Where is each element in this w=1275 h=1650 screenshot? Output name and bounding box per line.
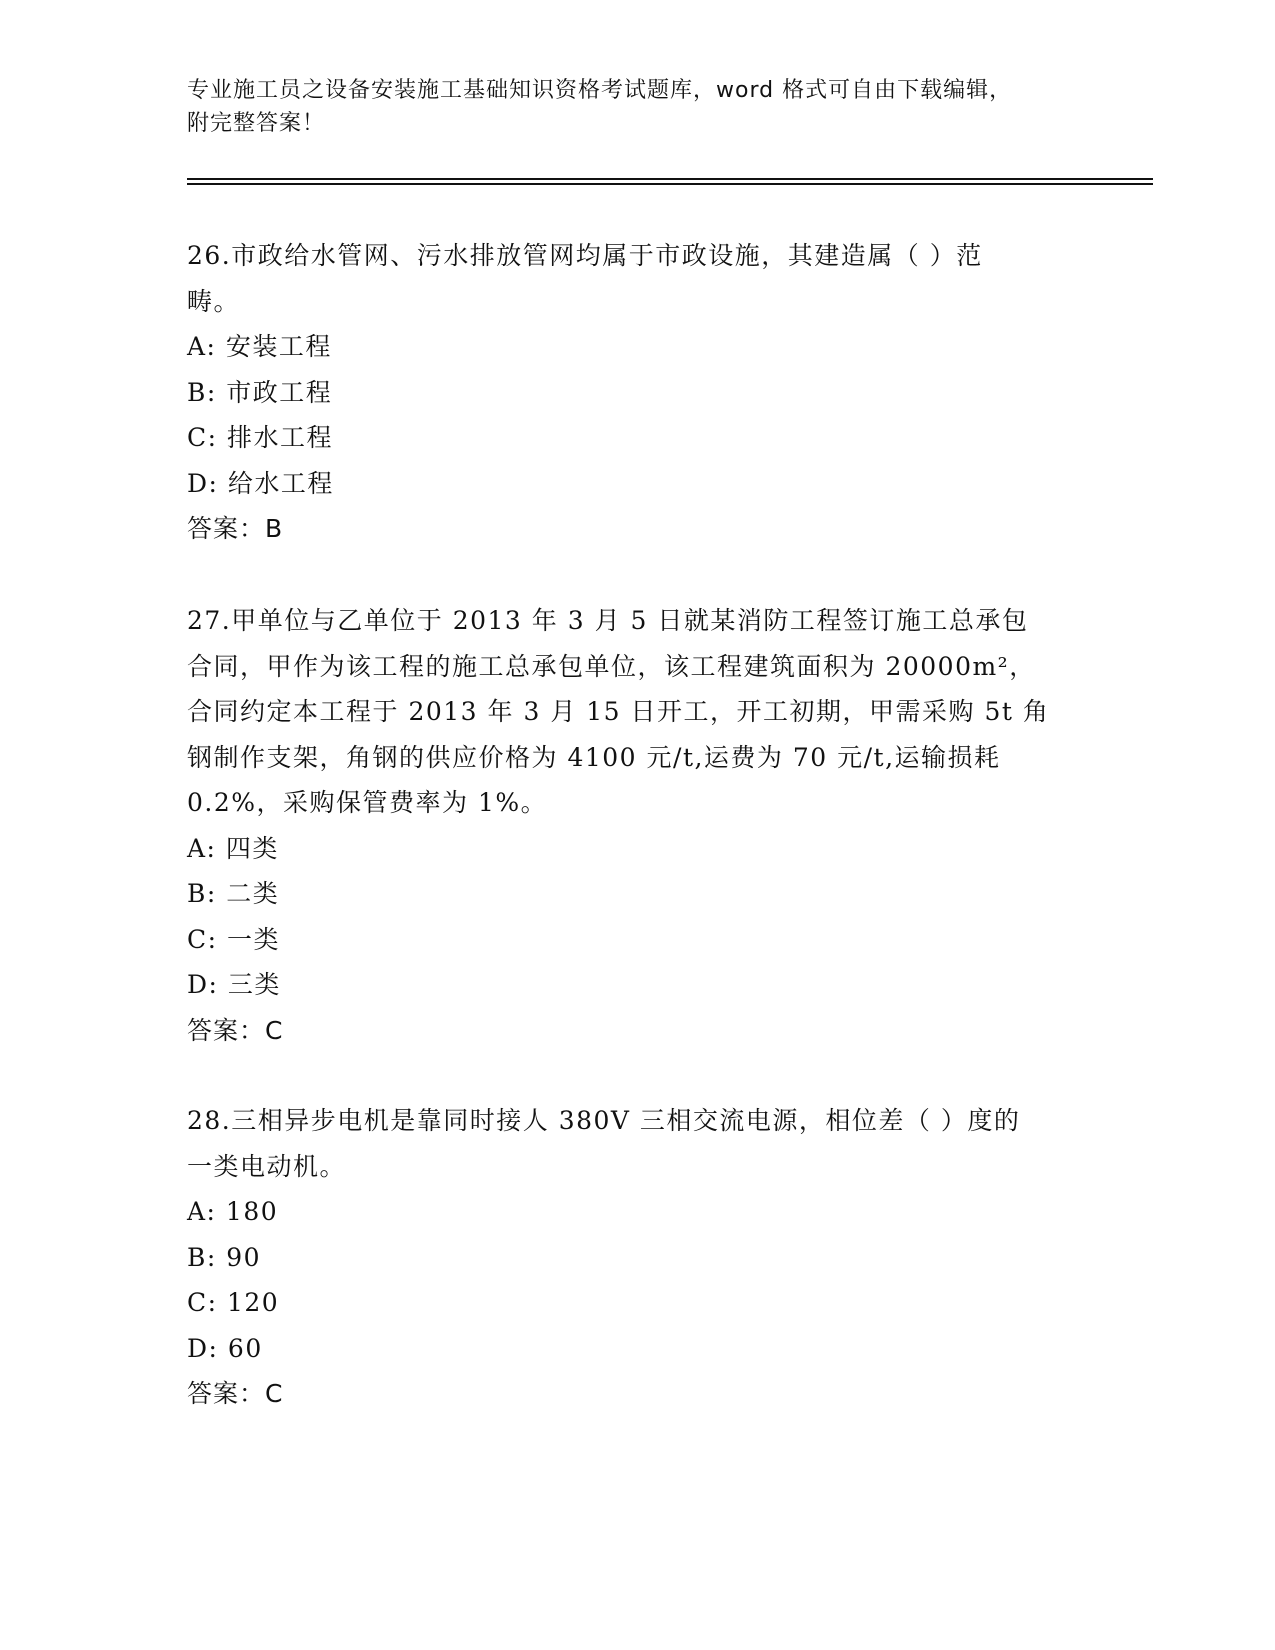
option-c: C: 120 (187, 1288, 280, 1317)
answer-line: 答案：B (187, 514, 284, 543)
question-text-line: 26.市政给水管网、污水排放管网均属于市政设施，其建造属（ ）范 (187, 241, 983, 270)
question-text-line: 一类电动机。 (187, 1151, 347, 1181)
option-a: A: 四类 (187, 833, 279, 863)
question-text-line: 27.甲单位与乙单位于 2013 年 3 月 5 日就某消防工程签订施工总承包 (187, 606, 1029, 635)
answer-line: 答案：C (187, 1379, 284, 1408)
header-divider-top (187, 178, 1153, 180)
option-d: D: 给水工程 (187, 468, 334, 498)
question-text-line: 合同，甲作为该工程的施工总承包单位，该工程建筑面积为 20000m²， (187, 651, 1036, 681)
option-b: B: 90 (187, 1242, 262, 1272)
question-text-line: 畴。 (187, 286, 241, 316)
option-c: C: 一类 (187, 924, 280, 954)
option-b: B: 二类 (187, 879, 280, 908)
header-line-2: 附完整答案！ (187, 111, 326, 136)
question-text-line: 钢制作支架，角钢的供应价格为 4100 元/t,运费为 70 元/t,运输损耗 (187, 742, 1001, 772)
header-divider-bottom (187, 183, 1153, 185)
question-text-line: 28.三相异步电机是靠同时接人 380V 三相交流电源，相位差（ ）度的 (187, 1106, 1021, 1135)
option-d: D: 60 (187, 1333, 263, 1363)
option-c: C: 排水工程 (187, 423, 333, 452)
question-27 (187, 598, 1087, 1053)
header-line-1: 专业施工员之设备安装施工基础知识资格考试题库，word 格式可自由下载编辑， (187, 78, 1013, 103)
option-a: A: 安装工程 (187, 332, 332, 361)
document-header (187, 74, 1067, 140)
question-text-line: 0.2%，采购保管费率为 1%。 (187, 788, 548, 817)
question-26 (187, 233, 1087, 552)
question-28 (187, 1098, 1087, 1417)
option-a: A: 180 (187, 1197, 279, 1226)
option-d: D: 三类 (187, 970, 281, 999)
option-b: B: 市政工程 (187, 377, 333, 407)
answer-line: 答案：C (187, 1015, 284, 1045)
question-text-line: 合同约定本工程于 2013 年 3 月 15 日开工，开工初期，甲需采购 5t 角 (187, 697, 1050, 726)
